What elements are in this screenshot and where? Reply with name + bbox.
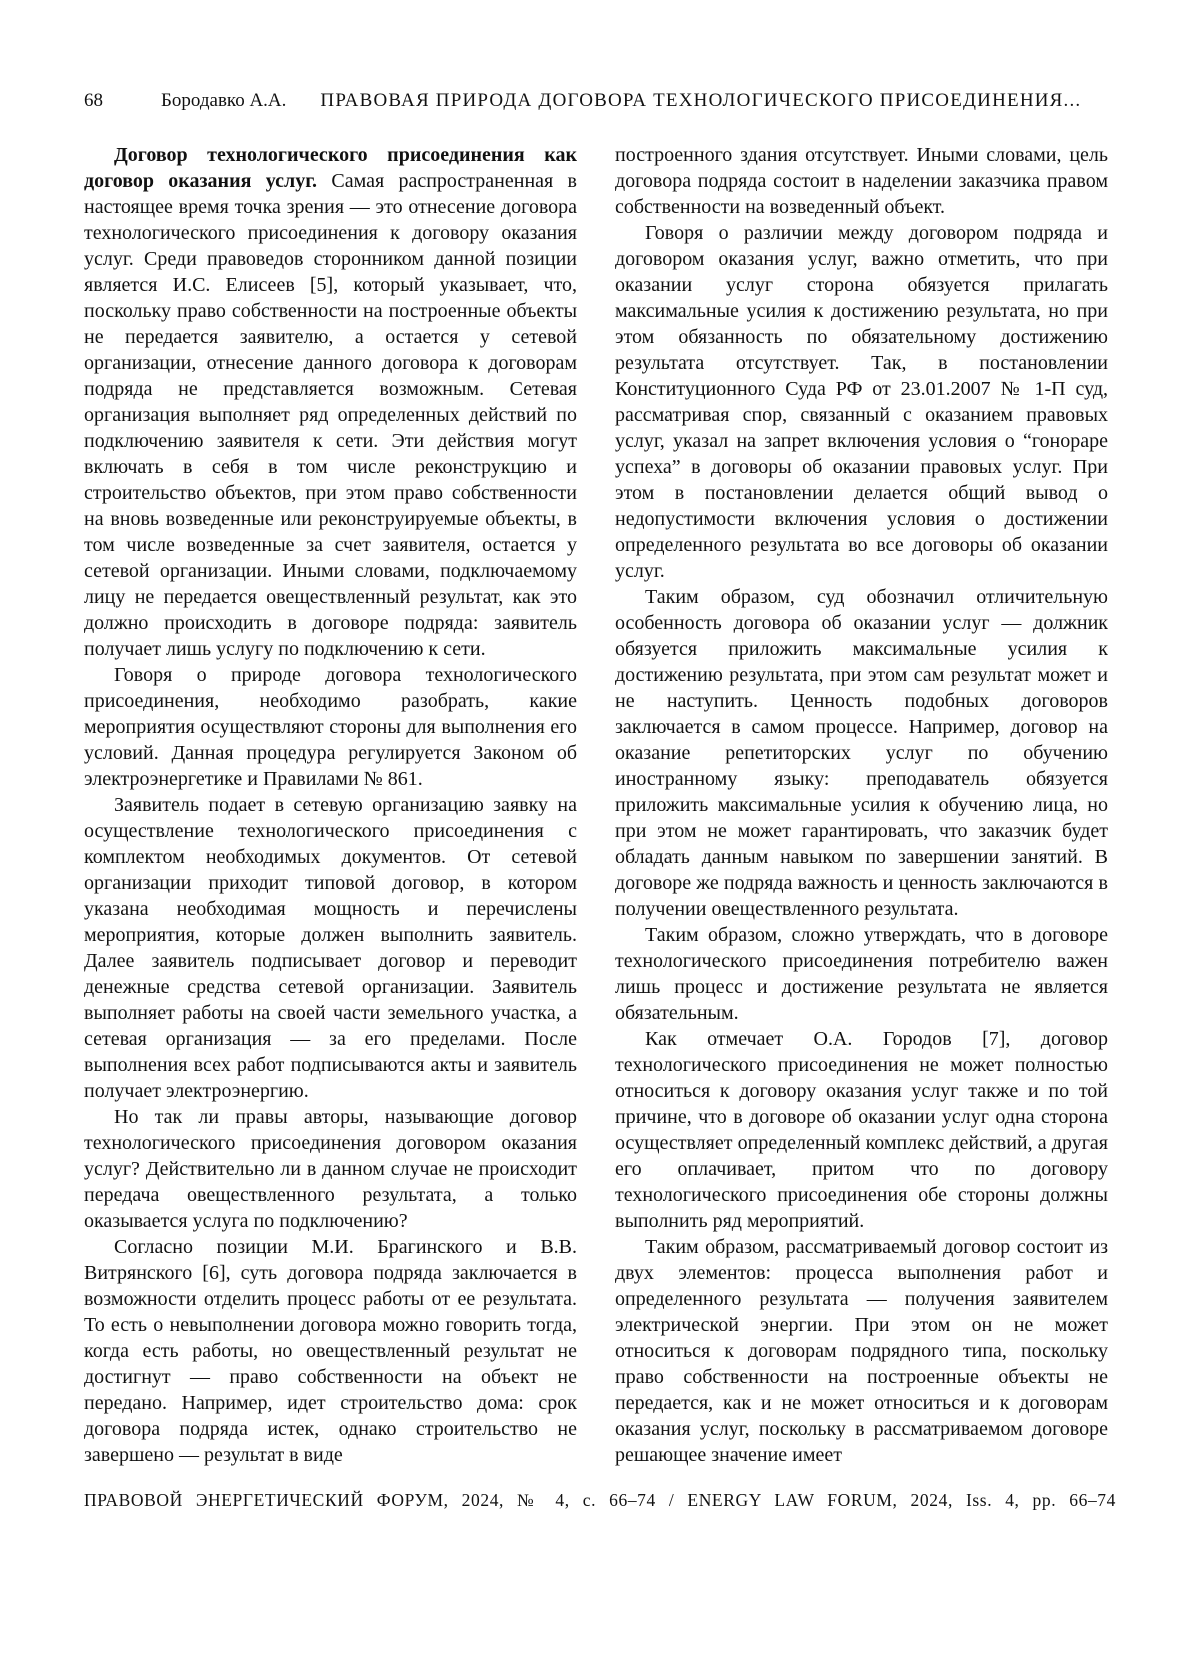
running-title: ПРАВОВАЯ ПРИРОДА ДОГОВОРА ТЕХНОЛОГИЧЕСКОГО ПРИСОЕДИНЕНИЯ... [320, 90, 1082, 111]
page-footer [84, 1490, 1116, 1511]
paragraph: Говоря о природе договора технологического присоединения, необходимо разобрать, какие мероприятия осуществляют стороны для выполнения его условий. Данная процедура регулируется Законом об электроэнергетике и Правилами № 861. [84, 664, 577, 790]
paragraph: Таким образом, рассматриваемый договор состоит из двух элементов: процесса выполнения работ и определенного результата — получения заявителем электрической энергии. При этом он не может относиться к договорам подрядного типа, поскольку право собственности на построенные объекты не передается, как и не может относиться и к договорам оказания услуг, поскольку в рассматриваемом договоре решающее значение имеет [615, 1236, 1108, 1466]
page-header [84, 90, 1116, 112]
running-author: Бородавко А.А. [161, 90, 287, 111]
footer-text: ПРАВОВОЙ ЭНЕРГЕТИЧЕСКИЙ ФОРУМ, 2024, № 4, с. 66–74 / ENERGY LAW FORUM, 2024, Iss. 4, pp. 66–74 [84, 1490, 1116, 1510]
paragraph: Говоря о различии между договором подряда и договором оказания услуг, важно отметить, что при оказании услуг сторона обязуется прилагать максимальные усилия к достижению результата, но при этом обязанность по обязательному достижению результата отсутствует. Так, в постановлении Конституционного Суда РФ от 23.01.2007 № 1-П суд, рассматривая спор, связанный с оказанием правовых услуг, указал на запрет включения условия о “гонораре успеха” в договоры об оказании правовых услуг. При этом в постановлении делается общий вывод о недопустимости включения условия о достижении определенного результата во все договоры об оказании услуг. [615, 222, 1108, 582]
paragraph: Таким образом, сложно утверждать, что в договоре технологического присоединения потребителю важен лишь процесс и достижение результата не является обязательным. [615, 924, 1108, 1024]
page-number: 68 [84, 90, 103, 111]
paragraph: Заявитель подает в сетевую организацию заявку на осуществление технологического присоединения с комплектом необходимых документов. От сетевой организации приходит типовой договор, в котором указана необходимая мощность и перечислены мероприятия, которые должен выполнить заявитель. Далее заявитель подписывает договор и переводит денежные средства сетевой организации. Заявитель выполняет работы на своей части земельного участка, а сетевая организация — за его пределами. После выполнения всех работ подписываются акты и заявитель получает электроэнергию. [84, 794, 577, 1102]
paragraph: Договор технологического присоединения как договор оказания услуг. Самая распространенная в настоящее время точка зрения — это отнесение договора технологического присоединения к договору оказания услуг. Среди правоведов сторонником данной позиции является И.С. Елисеев [5], который указывает, что, поскольку право собственности на построенные объекты не передается заявителю, а остается у сетевой организации, отнесение данного договора к договорам подряда не представляется возможным. Сетевая организация выполняет ряд определенных действий по подключению заявителя к сети. Эти действия могут включать в себя в том числе реконструкцию и строительство объектов, при этом право собственности на вновь возведенные или реконструируемые объекты, в том числе возведенные за счет заявителя, остается у сетевой организации. Иными словами, подключаемому лицу не передается овеществленный результат, как это должно происходить в договоре подряда: заявитель получает лишь услугу по подключению к сети. [84, 144, 577, 660]
paragraph-lead: Договор технологического присоединения как договор оказания услуг. [84, 144, 577, 192]
left-column [84, 142, 577, 1468]
paragraph: построенного здания отсутствует. Иными словами, цель договора подряда состоит в наделении заказчика правом собственности на возведенный объект. [615, 144, 1108, 218]
paragraph: Но так ли правы авторы, называющие договор технологического присоединения договором оказания услуг? Действительно ли в данном случае не происходит передача овеществленного результата, а только оказывается услуга по подключению? [84, 1106, 577, 1232]
paragraph: Таким образом, суд обозначил отличительную особенность договора об оказании услуг — должник обязуется приложить максимальные усилия к достижению результата, при этом сам результат может и не наступить. Ценность подобных договоров заключается в самом процессе. Например, договор на оказание репетиторских услуг по обучению иностранному языку: преподаватель обязуется приложить максимальные усилия к обучению лица, но при этом не может гарантировать, что заказчик будет обладать данным навыком по завершении занятий. В договоре же подряда важность и ценность заключаются в получении овеществленного результата. [615, 586, 1108, 920]
paragraph: Как отмечает О.А. Городов [7], договор технологического присоединения не может полностью относиться к договору оказания услуг также и по той причине, что в договоре об оказании услуг одна сторона осуществляет определенный комплекс действий, а другая его оплачивает, притом что по договору технологического присоединения обе стороны должны выполнить ряд мероприятий. [615, 1028, 1108, 1232]
right-column [615, 142, 1108, 1468]
article-body [84, 142, 1116, 1468]
paragraph: Согласно позиции М.И. Брагинского и В.В. Витрянского [6], суть договора подряда заключается в возможности отделить процесс работы от ее результата. То есть о невыполнении договора можно говорить тогда, когда есть работы, но овеществленный результат не достигнут — право собственности на объект не передано. Например, идет строительство дома: срок договора подряда истек, однако строительство не завершено — результат в виде [84, 1236, 577, 1466]
